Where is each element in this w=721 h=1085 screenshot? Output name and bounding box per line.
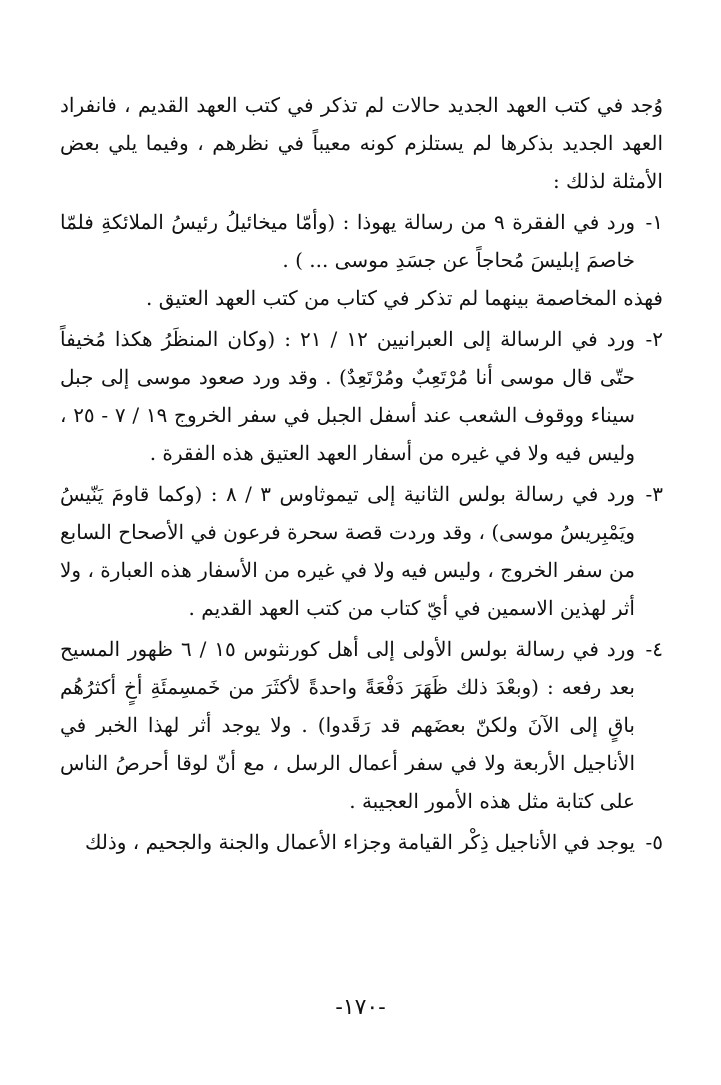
list-item xyxy=(60,823,663,861)
list-item xyxy=(60,475,663,627)
item-number: ٣- xyxy=(645,482,663,506)
intro-paragraph: وُجد في كتب العهد الجديد حالات لم تذكر في كتب العهد القديم ، فانفراد العهد الجديد بذكرها لم يستلزم كونه معيباً في نظرهم ، وفيما يلي بعض الأمثلة لذلك : xyxy=(60,93,663,193)
list-item xyxy=(60,630,663,820)
page-body xyxy=(60,86,663,861)
item-text: ورد في رسالة بولس الثانية إلى تيموثاوس ٣ / ٨ : (وكما قاومَ يَنّيسُ ويَمْبِريسُ موسى) ، وقد وردت قصة سحرة فرعون في الأصحاح السابع من سفر الخروج ، وليس فيه ولا في غيره من الأسفار هذه العبارة ، ولا أثر لهذين الاسمين في أيّ كتاب من كتب العهد القديم . xyxy=(60,482,635,620)
item-number: ٥- xyxy=(645,830,663,854)
item-number: ٢- xyxy=(645,327,663,351)
list-item xyxy=(60,320,663,472)
page-number: -١٧٠- xyxy=(335,995,386,1020)
item-text: ورد في رسالة بولس الأولى إلى أهل كورنثوس ١٥ / ٦ ظهور المسيح بعد رفعه : (وبعْدَ ذلك ظَهَرَ دَفْعَةً واحدةً لأكثَرَ من خَمسِمئَةِ أخٍ أكثرُهُم باقٍ إلى الآنَ ولكنّ بعضَهم قد رَقَدوا) . ولا يوجد أثر لهذا الخبر في الأناجيل الأربعة ولا في سفر أعمال الرسل ، مع أنّ لوقا أحرصُ الناس على كتابة مثل هذه الأمور العجيبة . xyxy=(60,637,636,813)
item-text: ورد في الفقرة ٩ من رسالة يهوذا : (وأمّا ميخائيلُ رئيسُ الملائكةِ فلمّا خاصمَ إبليسَ مُحاجاً عن جسَدِ موسى ... ) . xyxy=(60,210,635,272)
paragraph: فهذه المخاصمة بينهما لم تذكر في كتاب من كتب العهد العتيق . xyxy=(146,286,663,310)
list-item xyxy=(60,203,663,279)
item-number: ١- xyxy=(645,210,663,234)
item-text: ورد في الرسالة إلى العبرانيين ١٢ / ٢١ : (وكان المنظَرُ هكذا مُخيفاً حتّى قال موسى أنا مُرْتَعِبٌ ومُرْتَعِدٌ) . وقد ورد صعود موسى إلى جبل سيناء ووقوف الشعب عند أسفل الجبل في سفر الخروج ١٩ / ٧ - ٢٥ ، وليس فيه ولا في غيره من أسفار العهد العتيق هذه الفقرة . xyxy=(60,327,636,465)
item-number: ٤- xyxy=(645,637,663,661)
item-text: يوجد في الأناجيل ذِكْر القيامة وجزاء الأعمال والجنة والجحيم ، وذلك xyxy=(84,830,635,854)
